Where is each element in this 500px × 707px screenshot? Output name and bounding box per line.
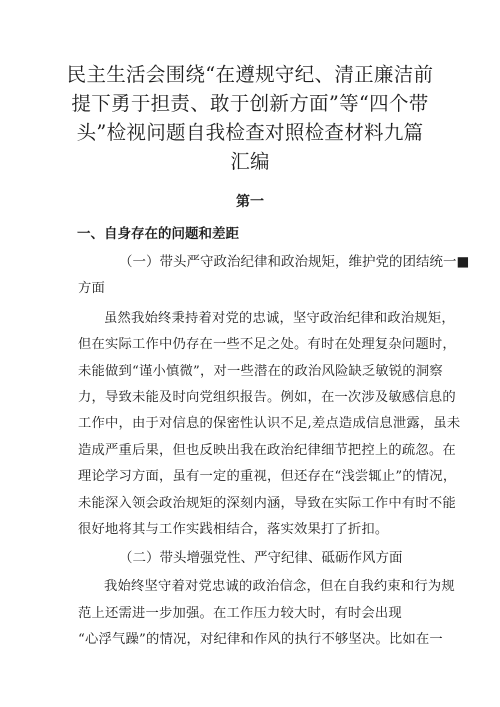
paragraph-line: 理论学习方面，虽有一定的重视，但还存在“浅尝辄止”的情况， — [78, 469, 457, 484]
paragraph-line: 我始终坚守着对党忠诚的政治信念，但在自我约束和行为规 — [104, 579, 455, 594]
paragraph-line: 但在实际工作中仍存在一些不足之处。有时在处理复杂问题时， — [78, 337, 456, 352]
paragraph-line: 工作中，由于对信息的保密性认识不足,差点造成信息泄露，虽未 — [78, 416, 461, 431]
title-line: 提下勇于担责、敢于创新方面”等“四个带 — [71, 92, 429, 115]
paragraph-line: 未能深入领会政治规矩的深刻内涵，导致在实际工作中有时不能 — [78, 496, 456, 511]
subheading-political-discipline: （一）带头严守政治纪律和政治规矩，维护党的团结统一■ — [119, 254, 470, 270]
paragraph-line: 很好地将其与工作实践相结合，落实效果打了折扣。 — [78, 522, 389, 537]
document-title — [60, 60, 440, 176]
title-line: 头”检视问题自我检查对照检查材料九篇 — [76, 121, 424, 144]
paragraph-line: “心浮气躁”的情况，对纪律和作风的执行不够坚决。比如在一 — [78, 632, 443, 647]
paragraph-line: 范上还需进一步加强。在工作压力较大时，有时会出现 — [78, 606, 402, 621]
paragraph-line: 力，导致未能及时向党组织报告。例如，在一次涉及敏感信息的 — [78, 390, 456, 405]
paragraph-line: 未能做到“谨小慎微”，对一些潜在的政治风险缺乏敏锐的洞察 — [78, 364, 443, 379]
section-label: 第一 — [236, 194, 264, 210]
subheading-continuation: 方面 — [78, 281, 105, 296]
heading-problems: 一、自身存在的问题和差距 — [77, 226, 239, 242]
title-line: 汇编 — [230, 150, 270, 173]
title-line: 民主生活会围绕“在遵规守纪、清正廉洁前 — [66, 63, 434, 86]
subheading-party-spirit: （二）带头增强党性、严守纪律、砥砺作风方面 — [119, 550, 403, 566]
paragraph-line: 虽然我始终秉持着对党的忠诚，坚守政治纪律和政治规矩， — [104, 311, 455, 326]
paragraph-line: 造成严重后果，但也反映出我在政治纪律细节把控上的疏忽。在 — [78, 443, 456, 458]
